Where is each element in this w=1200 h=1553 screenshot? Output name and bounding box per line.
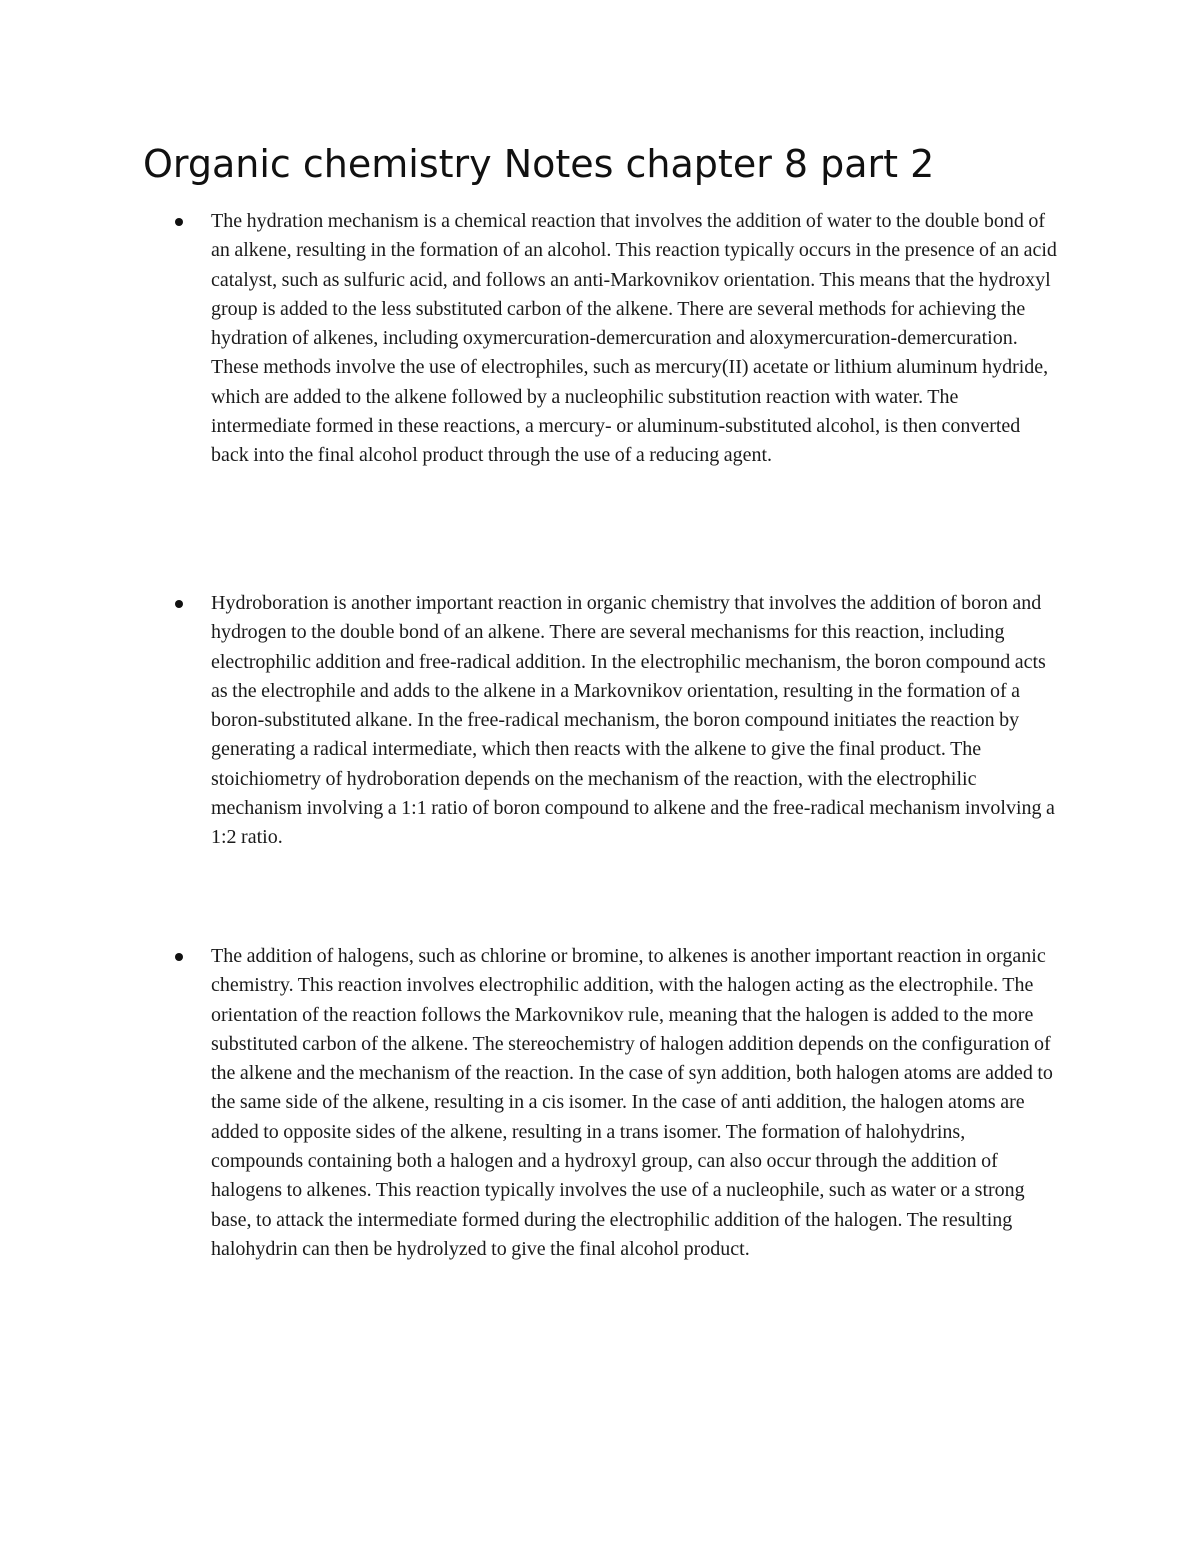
- list-item: [211, 589, 1061, 853]
- bullet-icon: [175, 953, 183, 961]
- list-item-text: Hydroboration is another important reaction in organic chemistry that involves the addition of boron and hydrogen to the double bond of an alkene. There are several mechanisms for this reaction, including electrophilic addition and free-radical addition. In the electrophilic mechanism, the boron compound acts as the electrophile and adds to the alkene in a Markovnikov orientation, resulting in the formation of a boron-substituted alkane. In the free-radical mechanism, the boron compound initiates the reaction by generating a radical intermediate, which then reacts with the alkene to give the final product. The stoichiometry of hydroboration depends on the mechanism of the reaction, with the electrophilic mechanism involving a 1:1 ratio of boron compound to alkene and the free-radical mechanism involving a 1:2 ratio.: [211, 592, 1055, 849]
- list-item-text: The hydration mechanism is a chemical reaction that involves the addition of water to the double bond of an alkene, resulting in the formation of an alcohol. This reaction typically occurs in the presence of an acid catalyst, such as sulfuric acid, and follows an anti-Markovnikov orientation. This means that the hydroxyl group is added to the less substituted carbon of the alkene. There are several methods for achieving the hydration of alkenes, including oxymercuration-demercuration and aloxymercuration-demercuration. These methods involve the use of electrophiles, such as mercury(II) acetate or lithium aluminum hydride, which are added to the alkene followed by a nucleophilic substitution reaction with water. The intermediate formed in these reactions, a mercury- or aluminum-substituted alcohol, is then converted back into the final alcohol product through the use of a reducing agent.: [211, 210, 1057, 467]
- list-item-text: The addition of halogens, such as chlorine or bromine, to alkenes is another important reaction in organic chemistry. This reaction involves electrophilic addition, with the halogen acting as the electrophile. The orientation of the reaction follows the Markovnikov rule, meaning that the halogen is added to the more substituted carbon of the alkene. The stereochemistry of halogen addition depends on the configuration of the alkene and the mechanism of the reaction. In the case of syn addition, both halogen atoms are added to the same side of the alkene, resulting in a cis isomer. In the case of anti addition, the halogen atoms are added to opposite sides of the alkene, resulting in a trans isomer. The formation of halohydrins, compounds containing both a halogen and a hydroxyl group, can also occur through the addition of halogens to alkenes. This reaction typically involves the use of a nucleophile, such as water or a strong base, to attack the intermediate formed during the electrophilic addition of the halogen. The resulting halohydrin can then be hydrolyzed to give the final alcohol product.: [211, 945, 1053, 1260]
- bullet-icon: [175, 218, 183, 226]
- list-item: [211, 207, 1061, 471]
- list-item: [211, 942, 1061, 1264]
- bullet-icon: [175, 600, 183, 608]
- page-title: Organic chemistry Notes chapter 8 part 2: [143, 142, 935, 186]
